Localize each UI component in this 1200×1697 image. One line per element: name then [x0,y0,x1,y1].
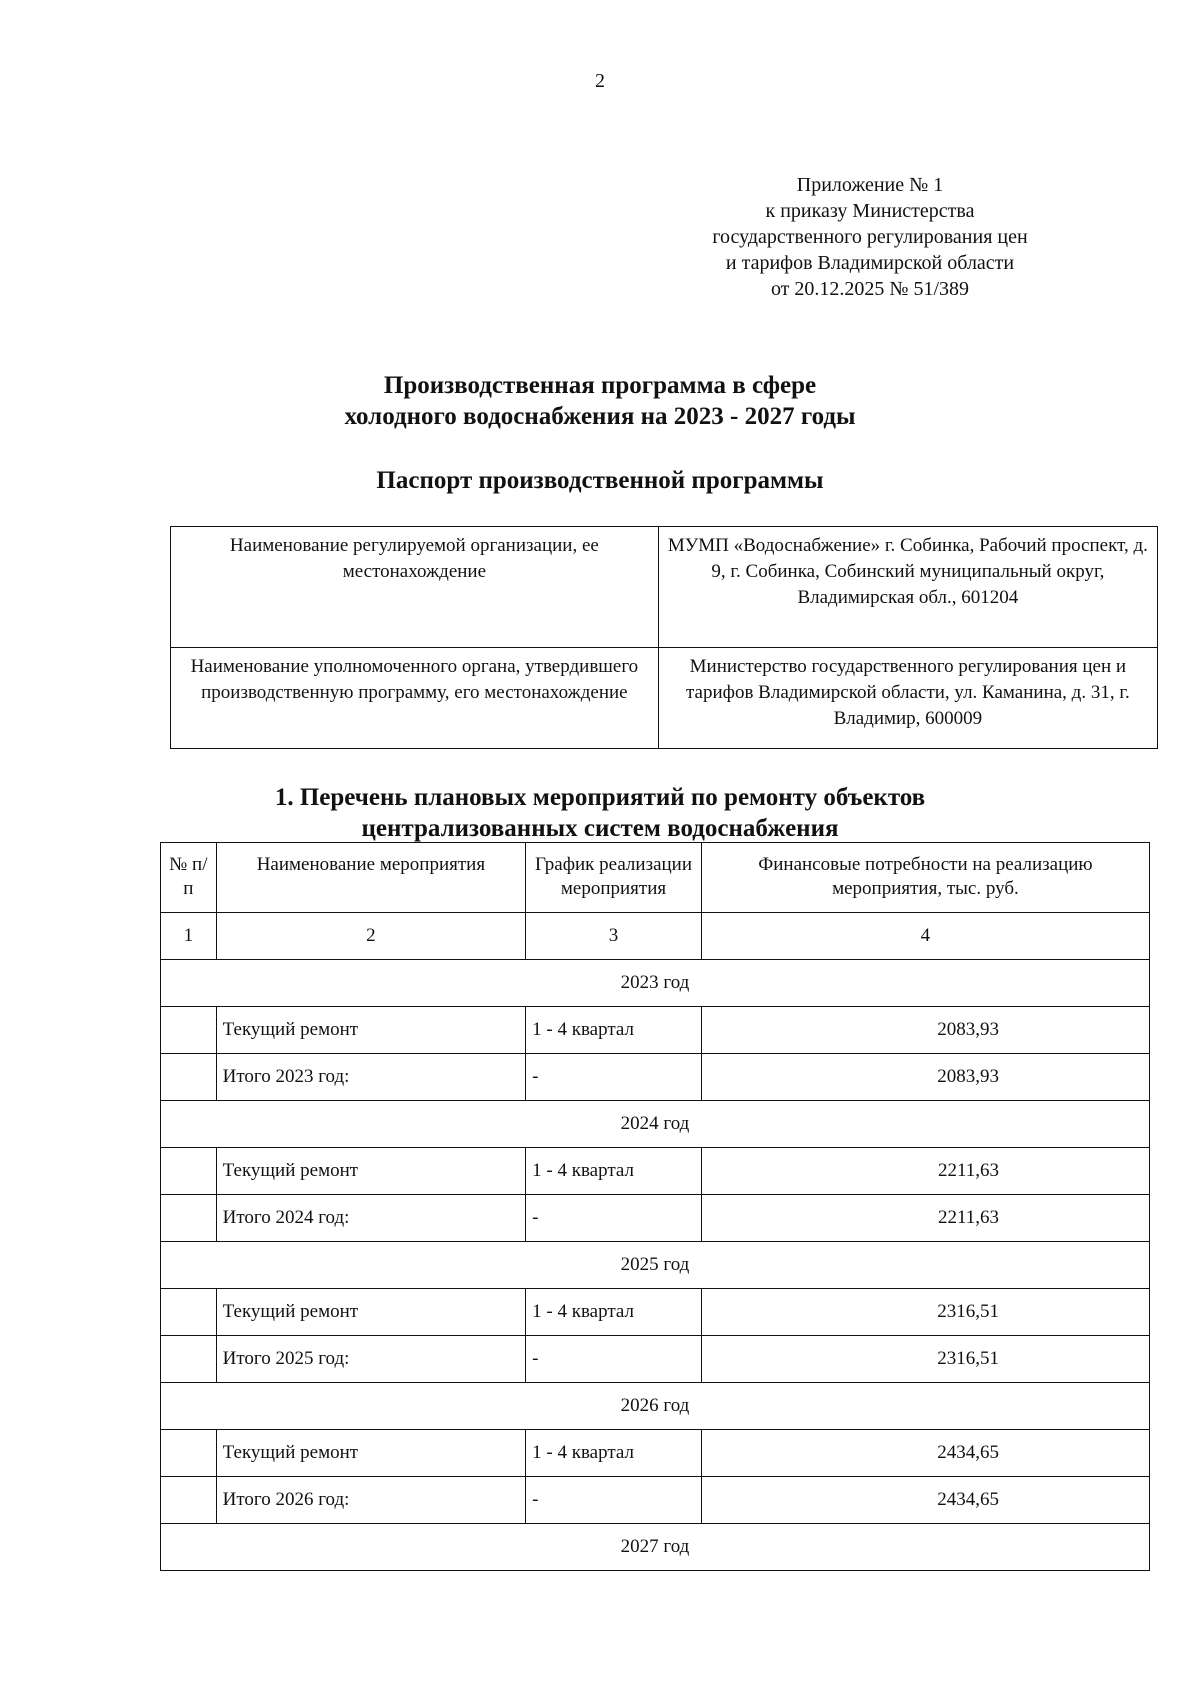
header-num: № п/п [161,843,217,913]
total-row [161,1195,1150,1242]
passport-row-authority [171,648,1158,749]
total-amount: 2211,63 [701,1195,1149,1242]
total-amount: 2434,65 [701,1477,1149,1524]
passport-value: МУМП «Водоснабжение» г. Собинка, Рабочий проспект, д. 9, г. Собинка, Собинский муниципальный округ, Владимирская обл., 601204 [658,527,1157,648]
total-row [161,1054,1150,1101]
row-number [161,1195,217,1242]
table-row [161,1007,1150,1054]
table-row [161,1148,1150,1195]
appendix-line: к приказу Министерства [765,200,975,222]
year-label: 2025 год [161,1242,1150,1289]
table-row [161,1289,1150,1336]
header-schedule: График реализации мероприятия [526,843,702,913]
column-number: 4 [701,913,1149,960]
header-name: Наименование мероприятия [216,843,526,913]
row-number [161,1148,217,1195]
program-title [0,370,1200,432]
total-amount: 2316,51 [701,1336,1149,1383]
year-row [161,1101,1150,1148]
year-row [161,1242,1150,1289]
row-number [161,1054,217,1101]
appendix-line: Приложение № 1 [796,174,944,196]
table-row [161,1430,1150,1477]
passport-label: Наименование регулируемой организации, ее местонахождение [171,527,659,648]
header-finance: Финансовые потребности на реализацию мероприятия, тыс. руб. [701,843,1149,913]
year-row [161,960,1150,1007]
work-name: Текущий ремонт [216,1007,526,1054]
total-name: Итого 2023 год: [216,1054,526,1101]
row-number [161,1430,217,1477]
work-schedule: 1 - 4 квартал [526,1430,702,1477]
year-label: 2023 год [161,960,1150,1007]
work-amount: 2211,63 [701,1148,1149,1195]
total-amount: 2083,93 [701,1054,1149,1101]
year-label: 2024 год [161,1101,1150,1148]
work-name: Текущий ремонт [216,1430,526,1477]
year-row [161,1524,1150,1571]
work-schedule: 1 - 4 квартал [526,1007,702,1054]
appendix-line: от 20.12.2025 № 51/389 [770,278,970,300]
section1-title-line1: 1. Перечень плановых мероприятий по ремонту объектов [274,784,926,811]
work-name: Текущий ремонт [216,1148,526,1195]
appendix-line: и тарифов Владимирской области [725,252,1015,274]
row-number [161,1477,217,1524]
passport-table [170,526,1158,749]
work-schedule: 1 - 4 квартал [526,1289,702,1336]
passport-label: Наименование уполномоченного органа, утвердившего производственную программу, его местонахождение [171,648,659,749]
total-name: Итого 2026 год: [216,1477,526,1524]
work-name: Текущий ремонт [216,1289,526,1336]
page-number: 2 [595,70,605,92]
total-name: Итого 2024 год: [216,1195,526,1242]
row-number [161,1007,217,1054]
table-header-row [161,843,1150,913]
work-amount: 2083,93 [701,1007,1149,1054]
work-amount: 2316,51 [701,1289,1149,1336]
year-label: 2026 год [161,1383,1150,1430]
passport-row-organization [171,527,1158,648]
total-name: Итого 2025 год: [216,1336,526,1383]
row-number [161,1336,217,1383]
total-schedule: - [526,1054,702,1101]
appendix-block [660,172,1080,302]
passport-title: Паспорт производственной программы [376,467,824,494]
passport-value: Министерство государственного регулирования цен и тарифов Владимирской области, ул. Каманина, д. 31, г. Владимир, 600009 [658,648,1157,749]
total-schedule: - [526,1477,702,1524]
year-row [161,1383,1150,1430]
section1-title-line2: централизованных систем водоснабжения [361,815,839,842]
work-schedule: 1 - 4 квартал [526,1148,702,1195]
total-schedule: - [526,1336,702,1383]
column-number: 2 [216,913,526,960]
column-number-row [161,913,1150,960]
total-row [161,1477,1150,1524]
program-title-line2: холодного водоснабжения на 2023 - 2027 годы [344,403,856,430]
program-title-line1: Производственная программа в сфере [383,372,817,399]
appendix-line: государственного регулирования цен [712,226,1028,248]
total-row [161,1336,1150,1383]
plan-table [160,842,1150,1571]
total-schedule: - [526,1195,702,1242]
work-amount: 2434,65 [701,1430,1149,1477]
column-number: 1 [161,913,217,960]
column-number: 3 [526,913,702,960]
row-number [161,1289,217,1336]
section1-title [0,782,1200,844]
year-label: 2027 год [161,1524,1150,1571]
